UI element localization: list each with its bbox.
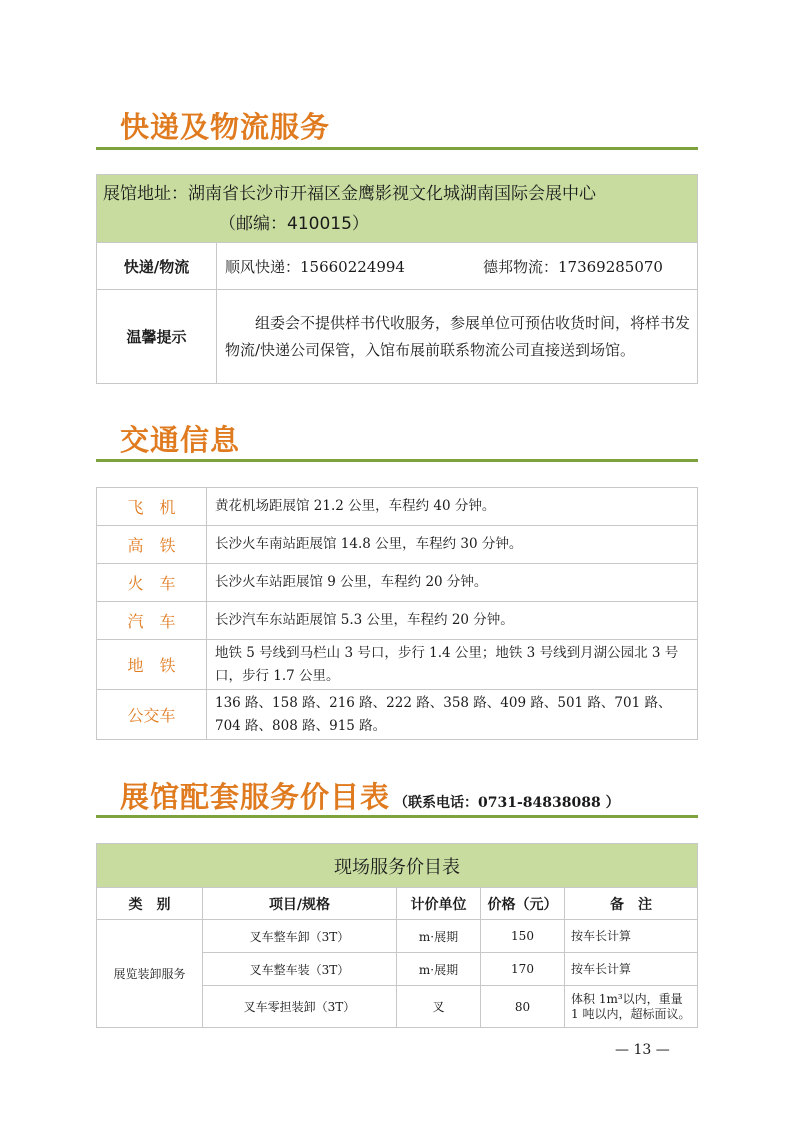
transport-table (96, 487, 698, 740)
page-number: — 13 — (615, 1042, 670, 1058)
transport-info: 长沙火车站距展馆 9 公里，车程约 20 分钟。 (207, 564, 698, 602)
price-contact-phone: （联系电话：0731-84838088 ） (394, 795, 620, 811)
transport-mode: 汽车 (97, 602, 207, 640)
venue-address-line1: 展馆地址：湖南省长沙市开福区金鹰影视文化城湖南国际会展中心 (103, 183, 596, 204)
transport-row (97, 526, 698, 564)
service-item: 叉车零担装卸（3T） (203, 986, 397, 1028)
transport-section-title: 交通信息 (120, 423, 241, 457)
venue-postcode: （邮编：410015） (219, 213, 369, 234)
courier-label: 快递/物流 (97, 243, 217, 290)
price-table-caption: 现场服务价目表 (97, 844, 698, 888)
venue-address (97, 175, 698, 243)
service-unit: m·展期 (397, 953, 481, 986)
transport-row (97, 690, 698, 740)
service-price: 170 (481, 953, 565, 986)
header-category: 类 别 (97, 888, 203, 920)
service-price: 80 (481, 986, 565, 1028)
transport-row (97, 488, 698, 526)
price-table (96, 843, 698, 1028)
tips-label: 温馨提示 (97, 290, 217, 384)
transport-section-rule (96, 459, 698, 462)
header-price: 价格（元） (481, 888, 565, 920)
price-section-rule (96, 815, 698, 818)
transport-info: 长沙火车南站距展馆 14.8 公里，车程约 30 分钟。 (207, 526, 698, 564)
courier-contacts (217, 243, 698, 290)
service-note: 体积 1m³以内，重量 1 吨以内，超标面议。 (565, 986, 698, 1028)
table-row (97, 920, 698, 953)
header-item: 项目/规格 (203, 888, 397, 920)
service-category: 展览装卸服务 (97, 920, 203, 1028)
transport-row (97, 602, 698, 640)
service-unit: m·展期 (397, 920, 481, 953)
transport-row (97, 564, 698, 602)
transport-row (97, 640, 698, 690)
tips-text: 组委会不提供样书代收服务，参展单位可预估收货时间，将样书发物流/快递公司保管，入馆布展前联系物流公司直接送到场馆。 (217, 290, 698, 384)
service-unit: 叉 (397, 986, 481, 1028)
debang-logistics-phone: 德邦物流：17369285070 (482, 257, 663, 276)
service-note: 按车长计算 (565, 953, 698, 986)
header-note: 备 注 (565, 888, 698, 920)
header-unit: 计价单位 (397, 888, 481, 920)
transport-info: 黄花机场距展馆 21.2 公里，车程约 40 分钟。 (207, 488, 698, 526)
transport-mode: 高铁 (97, 526, 207, 564)
price-section-title (120, 775, 620, 816)
service-note: 按车长计算 (565, 920, 698, 953)
price-section-heading: 展馆配套服务价目表 (120, 780, 391, 814)
service-price: 150 (481, 920, 565, 953)
transport-info: 地铁 5 号线到马栏山 3 号口，步行 1.4 公里；地铁 3 号线到月湖公园北 3 号口，步行 1.7 公里。 (207, 640, 698, 690)
express-table (96, 174, 698, 384)
service-item: 叉车整车装（3T） (203, 953, 397, 986)
transport-mode: 公交车 (97, 690, 207, 740)
transport-mode: 地铁 (97, 640, 207, 690)
express-section-title: 快递及物流服务 (120, 110, 331, 144)
transport-info: 136 路、158 路、216 路、222 路、358 路、409 路、501 路、701 路、704 路、808 路、915 路。 (207, 690, 698, 740)
transport-info: 长沙汽车东站距展馆 5.3 公里，车程约 20 分钟。 (207, 602, 698, 640)
sf-express-phone: 顺风快递：15660224994 (225, 257, 405, 276)
express-section-rule (96, 147, 698, 150)
service-item: 叉车整车卸（3T） (203, 920, 397, 953)
transport-mode: 飞机 (97, 488, 207, 526)
transport-mode: 火车 (97, 564, 207, 602)
